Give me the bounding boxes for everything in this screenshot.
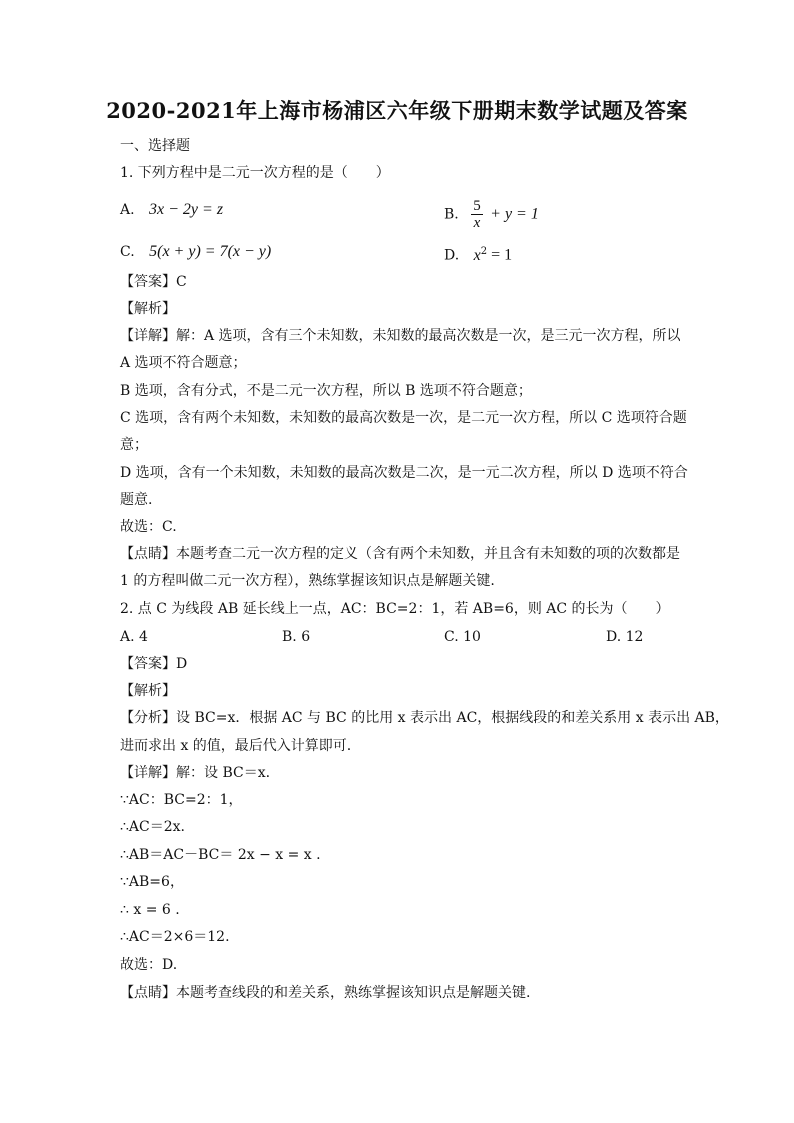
q1-explanation-line: 题意. <box>120 492 153 508</box>
q2-solution-line: ∴AB＝AC－BC＝ 2x − x = x . <box>120 847 321 863</box>
q2-solution-line: ∴AC＝2x. <box>120 819 185 835</box>
q1-explanation-line: B 选项，含有分式，不是二元一次方程，所以 B 选项不符合题意； <box>120 383 532 399</box>
q1-option-b-denominator: x <box>473 215 481 231</box>
page-title: 2020-2021年上海市杨浦区六年级下册期末数学试题及答案 <box>106 98 688 123</box>
q1-option-d <box>444 242 512 266</box>
question-2-stem: 2. 点 C 为线段 AB 延长线上一点，AC：BC=2：1，若 AB=6，则 AC 的长为（ ） <box>120 601 670 617</box>
q2-solution-line: ∵AC：BC=2：1， <box>120 792 243 808</box>
q1-option-c <box>120 242 271 262</box>
q1-explanation-line: 意； <box>120 437 148 453</box>
q1-option-b-fraction <box>471 198 483 231</box>
q1-option-d-exponent: 2 <box>480 246 488 257</box>
q1-option-d-base: x <box>473 246 481 264</box>
q2-solution-line: ∴ x = 6 . <box>120 902 180 918</box>
q1-option-b-numerator: 5 <box>473 198 481 214</box>
q2-solution-line: ∵AB=6， <box>120 874 184 890</box>
q2-analysis-heading: 【解析】 <box>120 683 176 699</box>
q1-answer: 【答案】C <box>120 274 187 290</box>
q1-explanation-line: D 选项，含有一个未知数，未知数的最高次数是二次，是一元二次方程，所以 D 选项不符合 <box>120 465 688 481</box>
q1-explanation-line: 【详解】解：A 选项，含有三个未知数，未知数的最高次数是一次，是三元一次方程，所以 <box>120 328 681 344</box>
q1-explanation-line: C 选项，含有两个未知数，未知数的最高次数是一次，是二元一次方程，所以 C 选项符合题 <box>120 410 687 426</box>
q1-option-c-expr: 5(x + y) = 7(x − y) <box>149 243 272 260</box>
q1-option-d-label: D. <box>444 247 460 264</box>
q2-option-c: C. 10 <box>444 629 481 645</box>
q1-analysis-heading: 【解析】 <box>120 301 176 317</box>
q1-option-b-label: B. <box>444 206 459 223</box>
q2-option-d: D. 12 <box>606 629 644 645</box>
q2-conclusion: 故选：D. <box>120 957 178 973</box>
q2-option-a: A. 4 <box>120 629 148 645</box>
q1-remark-line: 【点睛】本题考查二元一次方程的定义（含有两个未知数，并且含有未知数的项的次数都是 <box>120 546 680 562</box>
section-heading: 一、选择题 <box>120 138 190 154</box>
question-1-stem: 1. 下列方程中是二元一次方程的是（ ） <box>120 165 390 181</box>
q2-solution-line: ∴AC＝2×6＝12. <box>120 929 230 945</box>
q1-option-b-rest: + y = 1 <box>490 205 539 223</box>
q1-conclusion: 故选：C. <box>120 519 177 535</box>
q1-option-a <box>120 200 223 220</box>
q2-analysis-line: 【分析】设 BC=x．根据 AC 与 BC 的比用 x 表示出 AC，根据线段的和差关系用 x 表示出 AB， <box>120 710 729 726</box>
q1-option-a-label: A. <box>120 202 135 218</box>
q2-analysis-line: 进而求出 x 的值，最后代入计算即可. <box>120 738 352 754</box>
q1-option-b <box>444 198 539 231</box>
q1-option-d-rest: = 1 <box>487 246 513 264</box>
q1-option-c-label: C. <box>120 244 135 260</box>
q2-solution-line: 【详解】解：设 BC＝x. <box>120 765 271 781</box>
q1-explanation-line: A 选项不符合题意； <box>120 355 247 371</box>
q2-remark-line: 【点睛】本题考查线段的和差关系，熟练掌握该知识点是解题关键. <box>120 985 531 1001</box>
q2-option-b: B. 6 <box>282 629 311 645</box>
q2-answer: 【答案】D <box>120 656 188 672</box>
q1-option-a-expr: 3x − 2y = z <box>149 201 224 218</box>
q1-remark-line: 1 的方程叫做二元一次方程），熟练掌握该知识点是解题关键. <box>120 573 495 589</box>
